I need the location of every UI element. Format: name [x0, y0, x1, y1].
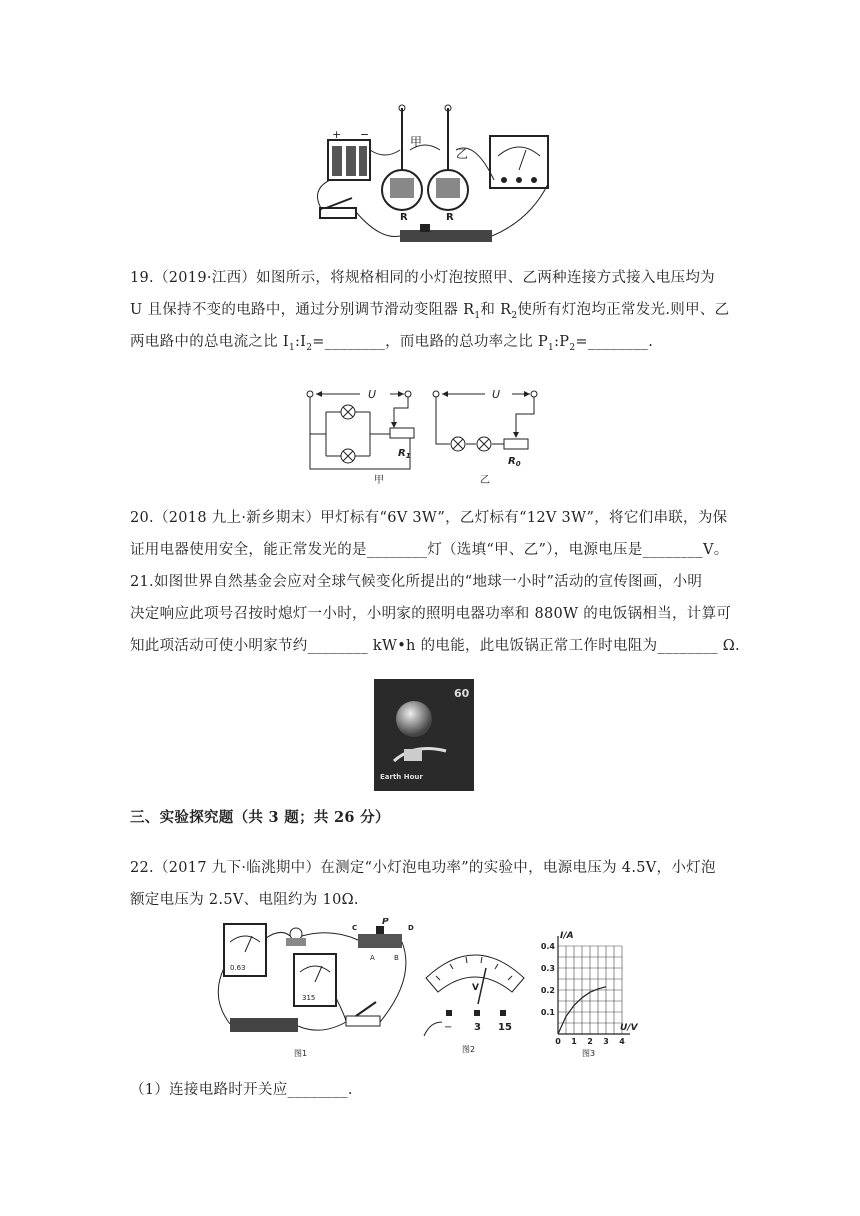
device-jia-icon	[382, 105, 422, 210]
poster-caption: Earth Hour	[380, 773, 423, 781]
q22-line-1: 22.（2017 九下·临洮期中）在测定“小灯泡电功率”的实验中，电源电压为 4.5V，小灯泡	[130, 860, 716, 876]
fig1-label: 图1	[294, 1049, 308, 1058]
q19-line-1: 19.（2019·江西）如图所示，将规格相同的小灯泡按照甲、乙两种连接方式接入电压均为	[130, 270, 715, 286]
circuit-yi-u-label: U	[492, 388, 501, 401]
svg-text:15: 15	[498, 1022, 512, 1033]
chart-xticks	[555, 1037, 625, 1046]
ammeter-icon	[224, 924, 266, 976]
x-tick-label: 3	[603, 1037, 609, 1046]
y-tick-label: 0.3	[540, 964, 555, 973]
rheostat-icon	[352, 918, 414, 962]
svg-text:P: P	[382, 918, 389, 927]
chart-axes	[558, 936, 630, 1034]
rheostat-icon	[400, 224, 492, 242]
label-jia: 甲	[410, 135, 423, 149]
circuit-jia-label: 甲	[374, 475, 384, 486]
chart-grid	[558, 946, 622, 1034]
y-tick-label: 0.4	[540, 942, 555, 951]
bulb-icon	[286, 928, 306, 946]
battery-icon	[328, 128, 370, 180]
q20-line-2: 证用电器使用安全，能正常发光的是________灯（选填“甲、乙”），电源电压是________V。	[130, 542, 729, 558]
circuit-jia	[307, 388, 414, 486]
x-tick-label: 4	[619, 1037, 625, 1046]
q21-line-1: 21.如图世界自然基金会应对全球气候变化所提出的“地球一小时”活动的宣传图画，小明	[130, 574, 703, 590]
q22-subquestion-1: （1）连接电路时开关应________.	[130, 1082, 353, 1098]
fig3-label: 图3	[582, 1049, 596, 1058]
q19-circuit-diagram	[300, 384, 550, 494]
x-tick-label: 2	[587, 1037, 593, 1046]
q19-line-2: U 且保持不变的电路中，通过分别调节滑动变阻器 $R_1$和 $R_2$使所有灯泡均正常发光.则甲、乙	[130, 302, 730, 321]
svg-text:0.63: 0.63	[230, 964, 246, 972]
svg-text:B: B	[394, 954, 399, 962]
circuit-yi-label: 乙	[480, 475, 490, 486]
svg-text:R1: $R_1$	[398, 448, 411, 460]
switch-icon	[346, 1002, 380, 1026]
circuit-jia-u-label: U	[368, 388, 377, 401]
earth-hour-poster	[374, 679, 474, 791]
q21-line-2: 决定响应此项号召按时熄灯一小时，小明家的照明电器功率和 880W 的电饭锅相当，计算可	[130, 606, 732, 622]
label-r1: R	[400, 212, 408, 223]
switch-icon	[320, 198, 356, 218]
svg-text:A: A	[370, 954, 375, 962]
svg-text:315: 315	[302, 994, 316, 1002]
label-yi: 乙	[456, 147, 469, 161]
section3-heading: 三、实验探究题（共 3 题；共 26 分）	[130, 809, 390, 826]
q22-figure-2	[420, 938, 530, 1054]
voltmeter-icon	[294, 954, 336, 1006]
x-tick-label: 1	[571, 1037, 577, 1046]
label-r2: R	[446, 212, 454, 223]
q20-line-1: 20.（2018 九上·新乡期末）甲灯标有“6V 3W”，乙灯标有“12V 3W”，将它们串联，为保	[130, 510, 728, 526]
q19-apparatus-figure	[300, 100, 560, 250]
svg-text:−: −	[444, 1022, 453, 1033]
svg-text:C: C	[352, 924, 358, 932]
earth-icon	[396, 701, 432, 737]
q21-line-3: 知此项活动可使小明家节约________ kW•h 的电能，此电饭锅正常工作时电阻为________ Ω.	[130, 638, 740, 654]
dial-unit: V	[472, 983, 479, 993]
fig2-label: 图2	[462, 1045, 476, 1054]
y-tick-label: 0.2	[540, 986, 555, 995]
q22-line-2: 额定电压为 2.5V、电阻约为 10Ω.	[130, 892, 359, 908]
x-tick-label: 0	[555, 1037, 561, 1046]
chart-ylabel: I/A	[560, 931, 574, 941]
svg-text:D: D	[408, 924, 414, 932]
svg-text:−: −	[360, 128, 370, 141]
svg-text:+: +	[332, 128, 342, 141]
battery-icon	[230, 1018, 298, 1032]
chart-xlabel: U/V	[620, 1023, 638, 1033]
circuit-yi	[433, 388, 537, 486]
poster-60: 60	[454, 687, 470, 700]
svg-text:R0: $R_0$	[508, 456, 521, 468]
chart-yticks	[541, 942, 556, 1017]
svg-text:3: 3	[474, 1022, 481, 1033]
plug-icon	[404, 749, 422, 761]
y-tick-label: 0.1	[540, 1008, 555, 1017]
q22-figure-1	[206, 918, 420, 1064]
q19-line-3: 两电路中的总电流之比 $I_1:I_2=\_\_\_\_\_\_\_\_$，而电路的总功率之比 $P_1:P_2=\_\_\_\_\_\_\_\_$.	[130, 334, 654, 353]
ammeter-icon	[490, 136, 548, 188]
q22-figure-3-chart	[530, 918, 640, 1064]
